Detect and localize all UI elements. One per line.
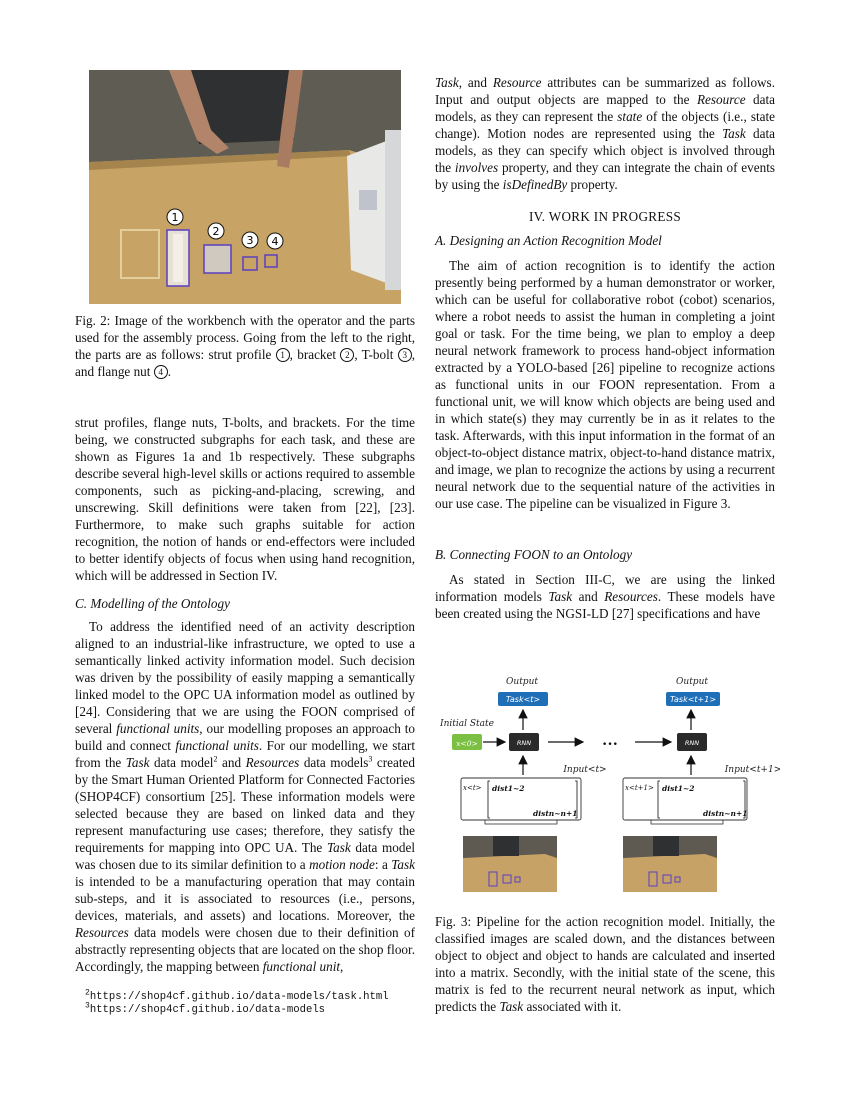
rnn-label-1: RNN bbox=[516, 739, 532, 747]
fig3-pipeline-diagram bbox=[435, 672, 780, 892]
circled-3: 3 bbox=[398, 348, 412, 362]
input-label-1: Input<t> bbox=[563, 765, 607, 775]
matrix-2-bottom: distn~n+1 bbox=[703, 809, 748, 818]
chain-ellipsis: ••• bbox=[602, 740, 618, 750]
task-label-1: Task<t> bbox=[505, 695, 541, 704]
right-column bbox=[435, 74, 775, 622]
matrix-stack-1 bbox=[461, 778, 581, 824]
output-label-1: Output bbox=[506, 677, 538, 687]
initial-state-x0: x<0> bbox=[456, 739, 478, 748]
circled-1: 1 bbox=[276, 348, 290, 362]
part-2-box bbox=[204, 245, 231, 273]
fig2-label-4: 4 bbox=[271, 235, 279, 248]
right-paragraph-2: As stated in Section III-C, we are using the linked information models Task and Resources. These models have been created using the NGSI-LD [27] specifications and have bbox=[435, 572, 775, 621]
output-label-2: Output bbox=[676, 677, 708, 687]
matrix-stack-2 bbox=[623, 778, 747, 824]
matrix-1-top: dist1~2 bbox=[492, 784, 525, 793]
input-label-2: Input<t+1> bbox=[724, 765, 780, 775]
input-thumbnail-1 bbox=[463, 836, 557, 892]
circled-4: 4 bbox=[154, 365, 168, 379]
workbench-illustration bbox=[89, 70, 401, 304]
footnote-2[interactable]: $^2$https://shop4cf.github.io/data-models/task.html bbox=[85, 988, 389, 1003]
matrix-1-x: x<t> bbox=[463, 784, 482, 792]
section-c-heading: C. Modelling of the Ontology bbox=[75, 596, 230, 611]
right-paragraph-1: The aim of action recognition is to identify the action presently being performed by a human demonstrator or worker, which can be useful for collaborative robot (cobot) scenarios, where a robot needs to assist the human in completing a joint goal or task. For the time being, we plan to employ a deep neural network framework to process hand-object information extracted by a YOLO-based [26] pipeline to recognize actions as functional units in our FOON representation. From a functional unit, we will know which objects are being used and in which state(s) they may currently be in as it relates to the task. Afterwards, with this input information in the format of an object-to-object distance matrix, object-to-hand distance matrix, and image, we plan to recognize the actions by using a recurrent neural network due to the sequential nature of the activities in our use case. The pipeline can be visualized in Figure 3. bbox=[435, 258, 775, 511]
fig2-caption: Fig. 2: Image of the workbench with the operator and the parts used for the assembly process. Going from the left to the right, the parts are as follows: strut profile 1 , bracket 2 , T-bolt 3 , and flange nut 4 . bbox=[75, 313, 416, 379]
matrix-1-bottom: distn~n+1 bbox=[533, 809, 578, 818]
input-thumbnail-2 bbox=[623, 836, 717, 892]
fig3-caption: Fig. 3: Pipeline for the action recognition model. Initially, the classified images are scaled down, and the distances between object to object and object to hands are calculated and inserted into a matrix. Secondly, with the initial state of the scene, this matrix is fed to the recurrent neural network as input, which predicts the Task associated with it. bbox=[435, 914, 775, 1014]
footnote-3[interactable]: $^3$https://shop4cf.github.io/data-models bbox=[85, 1001, 326, 1016]
left-column bbox=[75, 414, 415, 975]
left-paragraph-2: To address the identified need of an activity description aligned to an industrial-like infrastructure, we opted to use a semantically linked activity information model. Such decision was driven by the possibility of easily mapping a semantically linked model to the OPC UA information model as outlined by [24]. Considering that we are using the FOON comprised of several functional units, our modelling proposes an approach to build and connect functional units. For our modelling, we start from the Task data model$^2$ and Resources data models$^3$ created by the Smart Human Oriented Platform for Connected Factories (SHOP4CF) consortium [25]. These information models were selected because they are based on linked data and they represent manufacturing use cases; therefore, they satisfy the requirements for mapping into OPC UA. The Task data model was chosen due to its similar definition to a motion node: a Task is intended to be a manufacturing operation that may contain sub-steps, and it is associated to resources (i.e., persons, devices, materials, and assets) and locations. Moreover, the Resources data models were chosen due to their definition of abstractly representing objects that are located on the shop floor. Accordingly, the mapping between functional unit, bbox=[75, 619, 415, 974]
right-paragraph-0: Task, and Resource attributes can be summarized as follows. Input and output objects are mapped to the Resource data models, as they can represent the state of the objects (i.e., state change). Motion nodes are represented using the Task data models, as they can specify which object is involved through the involves property, and they can integrate the chain of events by using the isDefinedBy property. bbox=[435, 75, 775, 192]
fig2-label-2: 2 bbox=[212, 225, 220, 238]
rnn-label-2: RNN bbox=[684, 739, 700, 747]
footnotes bbox=[85, 988, 425, 1017]
section-iv-heading: IV. WORK IN PROGRESS bbox=[528, 209, 682, 224]
matrix-2-x: x<t+1> bbox=[625, 784, 654, 792]
fig2-workbench-image bbox=[89, 70, 401, 304]
task-label-2: Task<t+1> bbox=[669, 695, 717, 704]
fig2-label-1: 1 bbox=[171, 211, 179, 224]
fig2-label-3: 3 bbox=[246, 234, 254, 247]
left-paragraph-1: strut profiles, flange nuts, T-bolts, and brackets. For the time being, we constructed subgraphs for each task, and these are shown as Figures 1a and 1b respectively. These subgraphs describe several high-level skills or actions required to assemble components, such as picking-and-placing, screwing, and unscrewing. Skill definitions were taken from [22], [23]. Furthermore, to make such graphs suitable for action recognition, the notion of hands or end-effectors were included to better identify objects of focus when using hand recognition, which will be addressed in Section IV. bbox=[75, 415, 415, 583]
section-b-heading: B. Connecting FOON to an Ontology bbox=[435, 547, 633, 562]
circled-2: 2 bbox=[340, 348, 354, 362]
matrix-2-top: dist1~2 bbox=[662, 784, 695, 793]
initial-state-label: Initial State bbox=[440, 719, 494, 729]
section-a-heading: A. Designing an Action Recognition Model bbox=[435, 233, 662, 248]
